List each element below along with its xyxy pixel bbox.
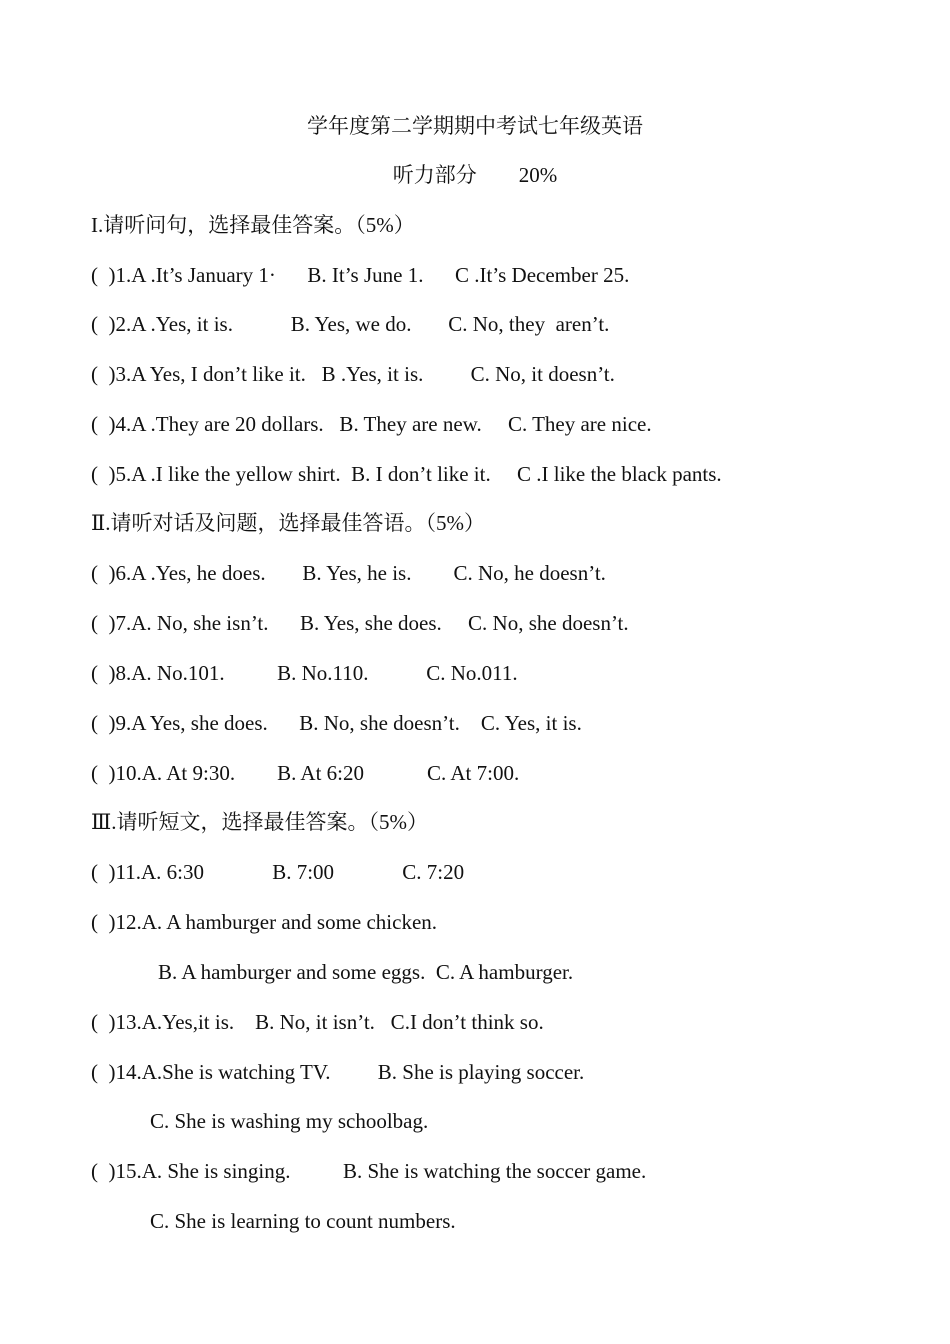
question-12-options: B. A hamburger and some eggs. C. A hamburger. — [158, 960, 574, 984]
section-2-heading: Ⅱ.请听对话及问题，选择最佳答语。（5%） — [91, 511, 486, 535]
question-9: ( )9.A Yes, she does. B. No, she doesn’t. C. Yes, it is. — [91, 711, 582, 735]
question-15-option-c: C. She is learning to count numbers. — [150, 1209, 456, 1233]
question-5: ( )5.A .I like the yellow shirt. B. I don’t like it. C .I like the black pants. — [91, 462, 722, 486]
question-1: ( )1.A .It’s January 1· B. It’s June 1. C .It’s December 25. — [91, 263, 630, 287]
question-8: ( )8.A. No.101. B. No.110. C. No.011. — [91, 661, 518, 685]
question-3: ( )3.A Yes, I don’t like it. B .Yes, it is. C. No, it doesn’t. — [91, 362, 615, 386]
question-6: ( )6.A .Yes, he does. B. Yes, he is. C. No, he doesn’t. — [91, 561, 606, 585]
question-10: ( )10.A. At 9:30. B. At 6:20 C. At 7:00. — [91, 761, 520, 785]
section-3-heading: Ⅲ.请听短文，选择最佳答案。（5%） — [91, 810, 428, 834]
page-subtitle: 听力部分 20% — [392, 163, 558, 187]
question-15: ( )15.A. She is singing. B. She is watching the soccer game. — [91, 1159, 647, 1183]
section-1-heading: I.请听问句，选择最佳答案。（5%） — [91, 213, 415, 237]
question-4: ( )4.A .They are 20 dollars. B. They are new. C. They are nice. — [91, 412, 652, 436]
question-7: ( )7.A. No, she isn’t. B. Yes, she does. C. No, she doesn’t. — [91, 611, 629, 635]
question-2: ( )2.A .Yes, it is. B. Yes, we do. C. No, they aren’t. — [91, 312, 610, 336]
page-title: 学年度第二学期期中考试七年级英语 — [307, 114, 643, 138]
question-11: ( )11.A. 6:30 B. 7:00 C. 7:20 — [91, 860, 465, 884]
question-12: ( )12.A. A hamburger and some chicken. — [91, 910, 438, 934]
question-14-option-c: C. She is washing my schoolbag. — [150, 1109, 429, 1133]
question-13: ( )13.A.Yes,it is. B. No, it isn’t. C.I don’t think so. — [91, 1010, 544, 1034]
question-14: ( )14.A.She is watching TV. B. She is playing soccer. — [91, 1060, 585, 1084]
